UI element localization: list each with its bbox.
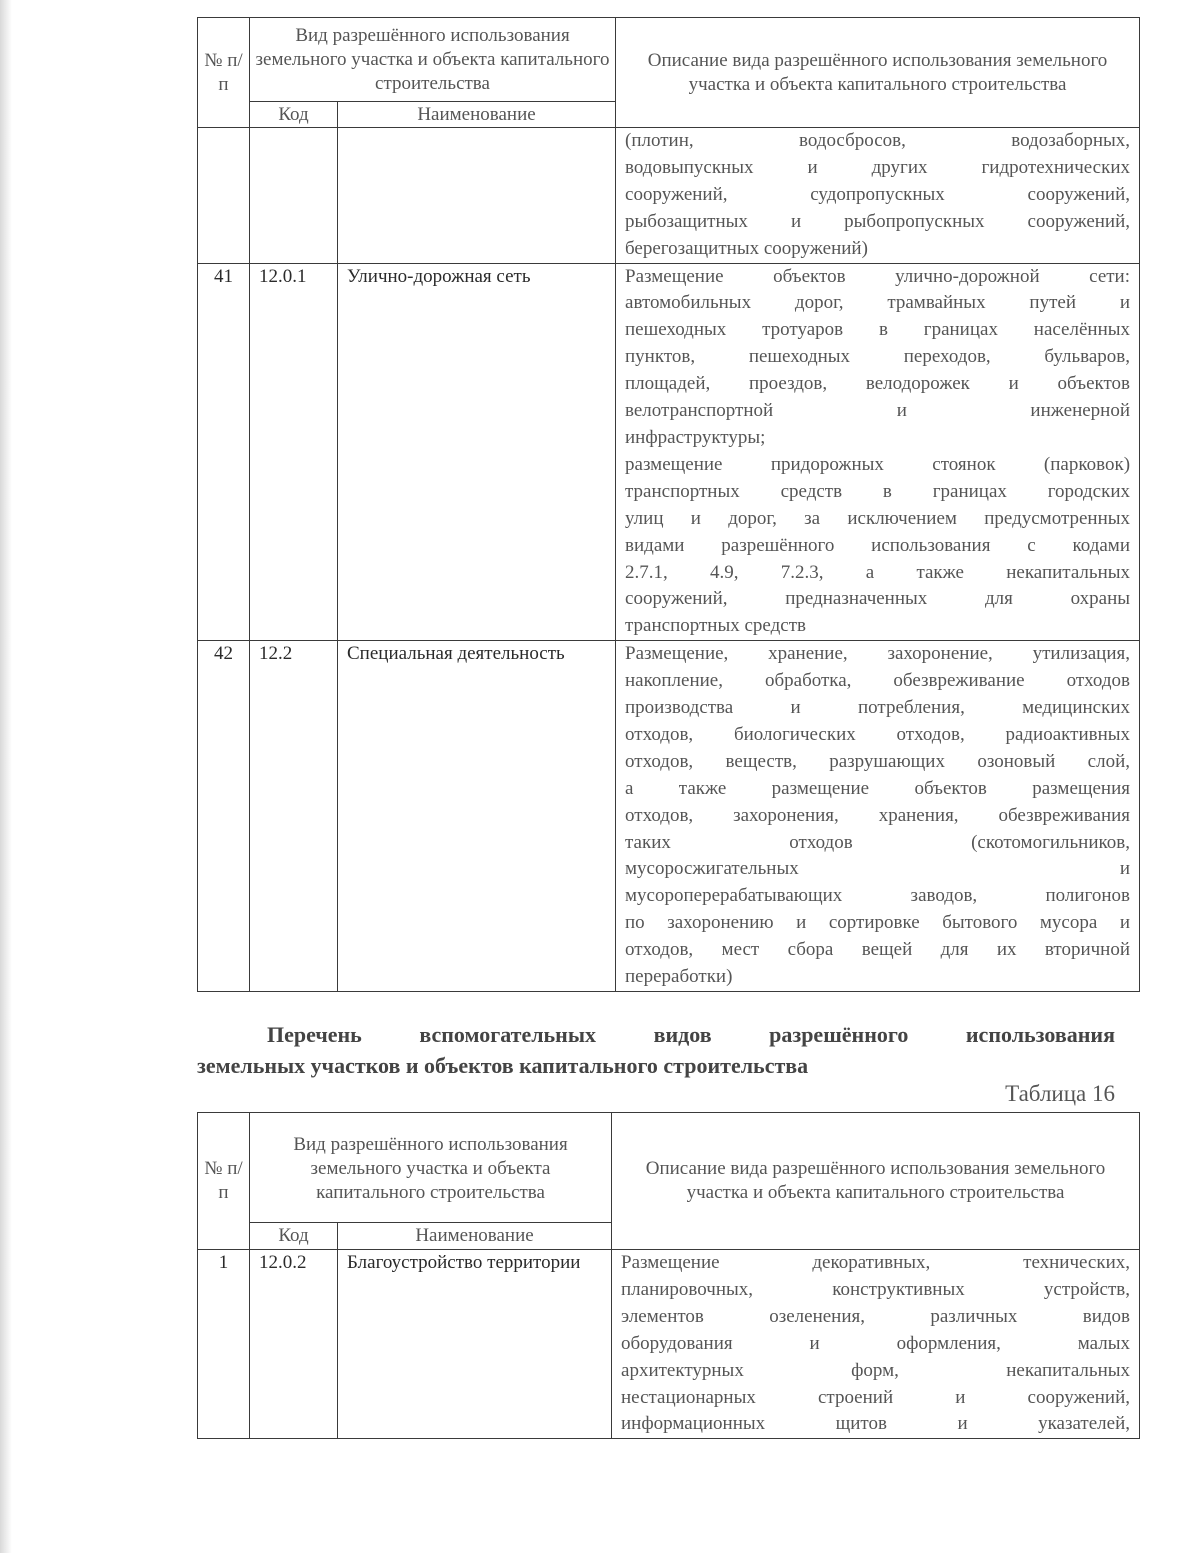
row-code xyxy=(250,128,338,264)
table-row xyxy=(198,263,1140,641)
desc-line: сооружений, судопропускных сооружений, xyxy=(625,183,1131,205)
header-code: Код xyxy=(250,1223,338,1250)
desc-line: отходов, мест сбора вещей для их вторичной xyxy=(625,939,1131,961)
desc-line: автомобильных дорог, трамвайных путей и xyxy=(625,292,1131,314)
desc-line: а также размещение объектов размещения xyxy=(625,777,1131,799)
desc-line: отходов, биологических отходов, радиоактивных xyxy=(625,723,1131,745)
header-name: Наименование xyxy=(338,1223,612,1250)
desc-line: (плотин, водосбросов, водозаборных, xyxy=(625,130,1131,151)
heading-word: вспомогательных xyxy=(419,1022,597,1047)
desc-line: рыбозащитных и рыбопропускных сооружений, xyxy=(625,210,1131,232)
desc-line: водовыпускных и других гидротехнических xyxy=(625,156,1131,178)
desc-line: отходов, веществ, разрушающих озоновый слой, xyxy=(625,750,1131,772)
desc-line: транспортных средств xyxy=(625,615,806,637)
desc-line: инфраструктуры; xyxy=(625,426,766,448)
desc-line: архитектурных форм, некапитальных xyxy=(621,1359,1131,1381)
row-num: 42 xyxy=(198,641,250,992)
row-name: Благоустройство территории xyxy=(338,1250,612,1439)
desc-line: по захоронению и сортировке бытового мусора и xyxy=(625,912,1131,934)
row-code: 12.0.1 xyxy=(250,263,338,641)
row-description xyxy=(612,1250,1140,1439)
desc-line: оборудования и оформления, малых xyxy=(621,1332,1131,1354)
row-name: Специальная деятельность xyxy=(338,641,616,992)
row-code: 12.2 xyxy=(250,641,338,992)
desc-line: Размещение, хранение, захоронение, утилизация, xyxy=(625,643,1131,665)
desc-line: переработки) xyxy=(625,966,733,988)
desc-line: транспортных средств в границах городских xyxy=(625,480,1131,502)
header-description: Описание вида разрешённого использования земельного участка и объекта капитального строительства xyxy=(612,1113,1140,1250)
desc-line: Размещение объектов улично-дорожной сети: xyxy=(625,265,1131,287)
row-num: 1 xyxy=(198,1250,250,1439)
row-code: 12.0.2 xyxy=(250,1250,338,1439)
auxiliary-uses-table xyxy=(197,1112,1140,1439)
desc-line: берегозащитных сооружений) xyxy=(625,237,868,259)
row-num: 41 xyxy=(198,263,250,641)
row-description xyxy=(616,641,1140,992)
desc-line: элементов озеленения, различных видов xyxy=(621,1305,1131,1327)
heading-word: Перечень xyxy=(267,1022,362,1047)
header-kind-group: Вид разрешённого использования земельного участка и объекта капитального строительства xyxy=(250,18,616,102)
desc-line: производства и потребления, медицинских xyxy=(625,697,1131,719)
heading-word: использования xyxy=(965,1022,1115,1047)
desc-line: накопление, обработка, обезвреживание отходов xyxy=(625,670,1131,692)
table-row xyxy=(198,128,1140,264)
section-heading xyxy=(197,1019,1115,1081)
desc-line: таких отходов (скотомогильников, xyxy=(625,831,1131,853)
row-num xyxy=(198,128,250,264)
desc-line: планировочных, конструктивных устройств, xyxy=(621,1278,1131,1300)
section-heading-line2: земельных участков и объектов капитального строительства xyxy=(197,1053,809,1078)
desc-line: велотранспортной и инженерной xyxy=(625,400,1131,422)
table-row xyxy=(198,1250,1140,1439)
table-row xyxy=(198,641,1140,992)
desc-line: пешеходных тротуаров в границах населённых xyxy=(625,319,1131,341)
header-num: № п/п xyxy=(198,1113,250,1250)
desc-line: пунктов, пешеходных переходов, бульваров, xyxy=(625,346,1131,368)
header-description: Описание вида разрешённого использования земельного участка и объекта капитального строительства xyxy=(616,18,1140,128)
desc-line: площадей, проездов, велодорожек и объектов xyxy=(625,373,1131,395)
section-heading-line1 xyxy=(197,1019,1115,1050)
desc-line: мусороперерабатывающих заводов, полигонов xyxy=(625,885,1131,907)
desc-line: улиц и дорог, за исключением предусмотренных xyxy=(625,507,1131,529)
desc-line: видами разрешённого использования с кодами xyxy=(625,534,1131,556)
row-description xyxy=(616,263,1140,641)
desc-line: 2.7.1, 4.9, 7.2.3, а также некапитальных xyxy=(625,561,1131,583)
header-num: № п/п xyxy=(198,18,250,128)
desc-line: отходов, захоронения, хранения, обезвреживания xyxy=(625,804,1131,826)
header-name: Наименование xyxy=(338,102,616,128)
row-description xyxy=(616,128,1140,264)
desc-line: мусоросжигательных и xyxy=(625,858,1131,880)
header-code: Код xyxy=(250,102,338,128)
desc-line: нестационарных строений и сооружений, xyxy=(621,1386,1131,1408)
heading-word: разрешённого xyxy=(769,1022,909,1047)
desc-line: размещение придорожных стоянок (парковок) xyxy=(625,453,1131,475)
desc-line: сооружений, предназначенных для охраны xyxy=(625,588,1131,610)
heading-word: видов xyxy=(653,1022,712,1047)
row-name xyxy=(338,128,616,264)
scan-edge xyxy=(0,0,12,1553)
desc-line: Размещение декоративных, технических, xyxy=(621,1252,1131,1273)
row-name: Улично-дорожная сеть xyxy=(338,263,616,641)
header-kind-group: Вид разрешённого использования земельного участка и объекта капитального строительства xyxy=(250,1113,612,1223)
desc-line: информационных щитов и указателей, xyxy=(621,1413,1131,1435)
zoning-table-main xyxy=(197,17,1140,992)
table-number: Таблица 16 xyxy=(1005,1081,1115,1106)
